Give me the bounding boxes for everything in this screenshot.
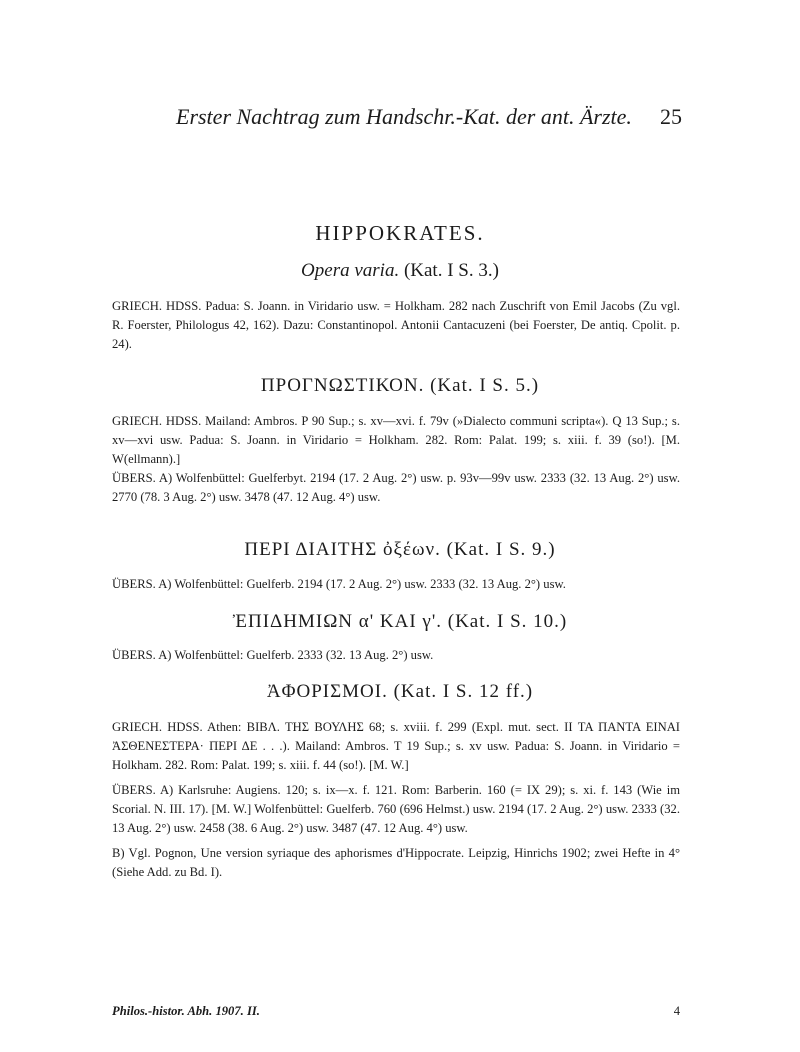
paragraph-uebers: ÜBERS. A) Wolfenbüttel: Guelferb. 2194 (17. 2 Aug. 2°) usw. 2333 (32. 13 Aug. 2°) usw.	[112, 577, 566, 591]
block-peri-diaites	[112, 575, 680, 594]
footer-sheet-number: 4	[673, 1004, 680, 1018]
section-heading-prognostikon: ΠΡΟΓΝΩΣΤΙΚΟΝ. (Kat. I S. 5.)	[260, 375, 540, 396]
paragraph-griech: GRIECH. HDSS. Mailand: Ambros. P 90 Sup.; s. xv—xvi. f. 79v (»Dialecto communi scripta«). Q 13 Sup.; s. xv—xvi usw. Padua: S. Joann. in Viridario = Holkham. 282. Rom: Palat. 199; s. xiii. f. 39 (so!). [M. W(ellmann).]	[112, 414, 680, 466]
paragraph-uebers-a: ÜBERS. A) Karlsruhe: Augiens. 120; s. ix—x. f. 121. Rom: Barberin. 160 (= IX 29); s. xi. f. 143 (Wie im Scorial. N. III. 17). [M. W.] Wolfenbüttel: Guelferb. 760 (696 Helmst.) usw. 2194 (17. 2 Aug. 2°) usw. 2333 (32. 13 Aug. 2°) usw. 2458 (38. 6 Aug. 2°) usw. 3487 (47. 12 Aug. 4°) usw.	[112, 783, 680, 835]
subtitle	[0, 260, 800, 282]
paragraph-griech: GRIECH. HDSS. Padua: S. Joann. in Viridario usw. = Holkham. 282 nach Zuschrift von Emil Jacobs (Zu vgl. R. Foerster, Philologus 42, 162). Dazu: Constantinopol. Antonii Cantacuzeni (bei Foerster, De antiq. Cpolit. p. 24).	[112, 299, 680, 351]
paragraph-griech: GRIECH. HDSS. Athen: ΒΙΒΛ. ΤΗΣ ΒΟΥΛΗΣ 68; s. xviii. f. 299 (Expl. mut. sect. II ΤΑ ΠΑΝΤΑ ΕΙΝΑΙ ἈΣΘΕΝΕΣΤΕΡΑ· ΠΕΡΙ ΔΕ . . .). Mailand: Ambros. T 19 Sup.; s. xv usw. Padua: S. Joann. in Viridario = Holkham. 282. Rom: Palat. 199; s. xiii. f. 44 (so!). [M. W.]	[112, 720, 680, 772]
section-heading-aphorismoi: ἈΦΟΡΙΣΜΟΙ. (Kat. I S. 12 ff.)	[266, 681, 534, 702]
block-epidemion	[112, 646, 680, 665]
subtitle-ref: (Kat. I S. 3.)	[403, 260, 499, 281]
running-title: Erster Nachtrag zum Handschr.-Kat. der ant. Ärzte.	[176, 104, 632, 129]
block-aphorismoi	[112, 718, 680, 882]
footer-journal: Philos.-histor. Abh. 1907. II.	[112, 1004, 260, 1018]
block-opera-varia	[112, 297, 680, 354]
page-title: HIPPOKRATES.	[315, 221, 485, 245]
section-heading-epidemion: ἘΠΙΔΗΜΙΩΝ α' ΚΑΙ γ'. (Kat. I S. 10.)	[232, 611, 568, 632]
section-heading-peri-diaites: ΠΕΡΙ ΔΙΑΙΤΗΣ ὀξέων. (Kat. I S. 9.)	[244, 539, 556, 560]
subtitle-work: Opera varia.	[301, 260, 400, 281]
footer	[112, 1002, 680, 1021]
paragraph-uebers-b: B) Vgl. Pognon, Une version syriaque des aphorismes d'Hippocrate. Leipzig, Hinrichs 1902; zwei Hefte in 4° (Siehe Add. zu Bd. I).	[112, 846, 680, 879]
page-number: 25	[660, 104, 682, 129]
paragraph-uebers: ÜBERS. A) Wolfenbüttel: Guelferb. 2333 (32. 13 Aug. 2°) usw.	[112, 648, 434, 662]
paragraph-uebers: ÜBERS. A) Wolfenbüttel: Guelferbyt. 2194 (17. 2 Aug. 2°) usw. p. 93v—99v usw. 2333 (32. 13 Aug. 2°) usw. 2770 (78. 3 Aug. 2°) usw. 3478 (47. 12 Aug. 4°) usw.	[112, 471, 680, 504]
block-prognostikon	[112, 412, 680, 507]
